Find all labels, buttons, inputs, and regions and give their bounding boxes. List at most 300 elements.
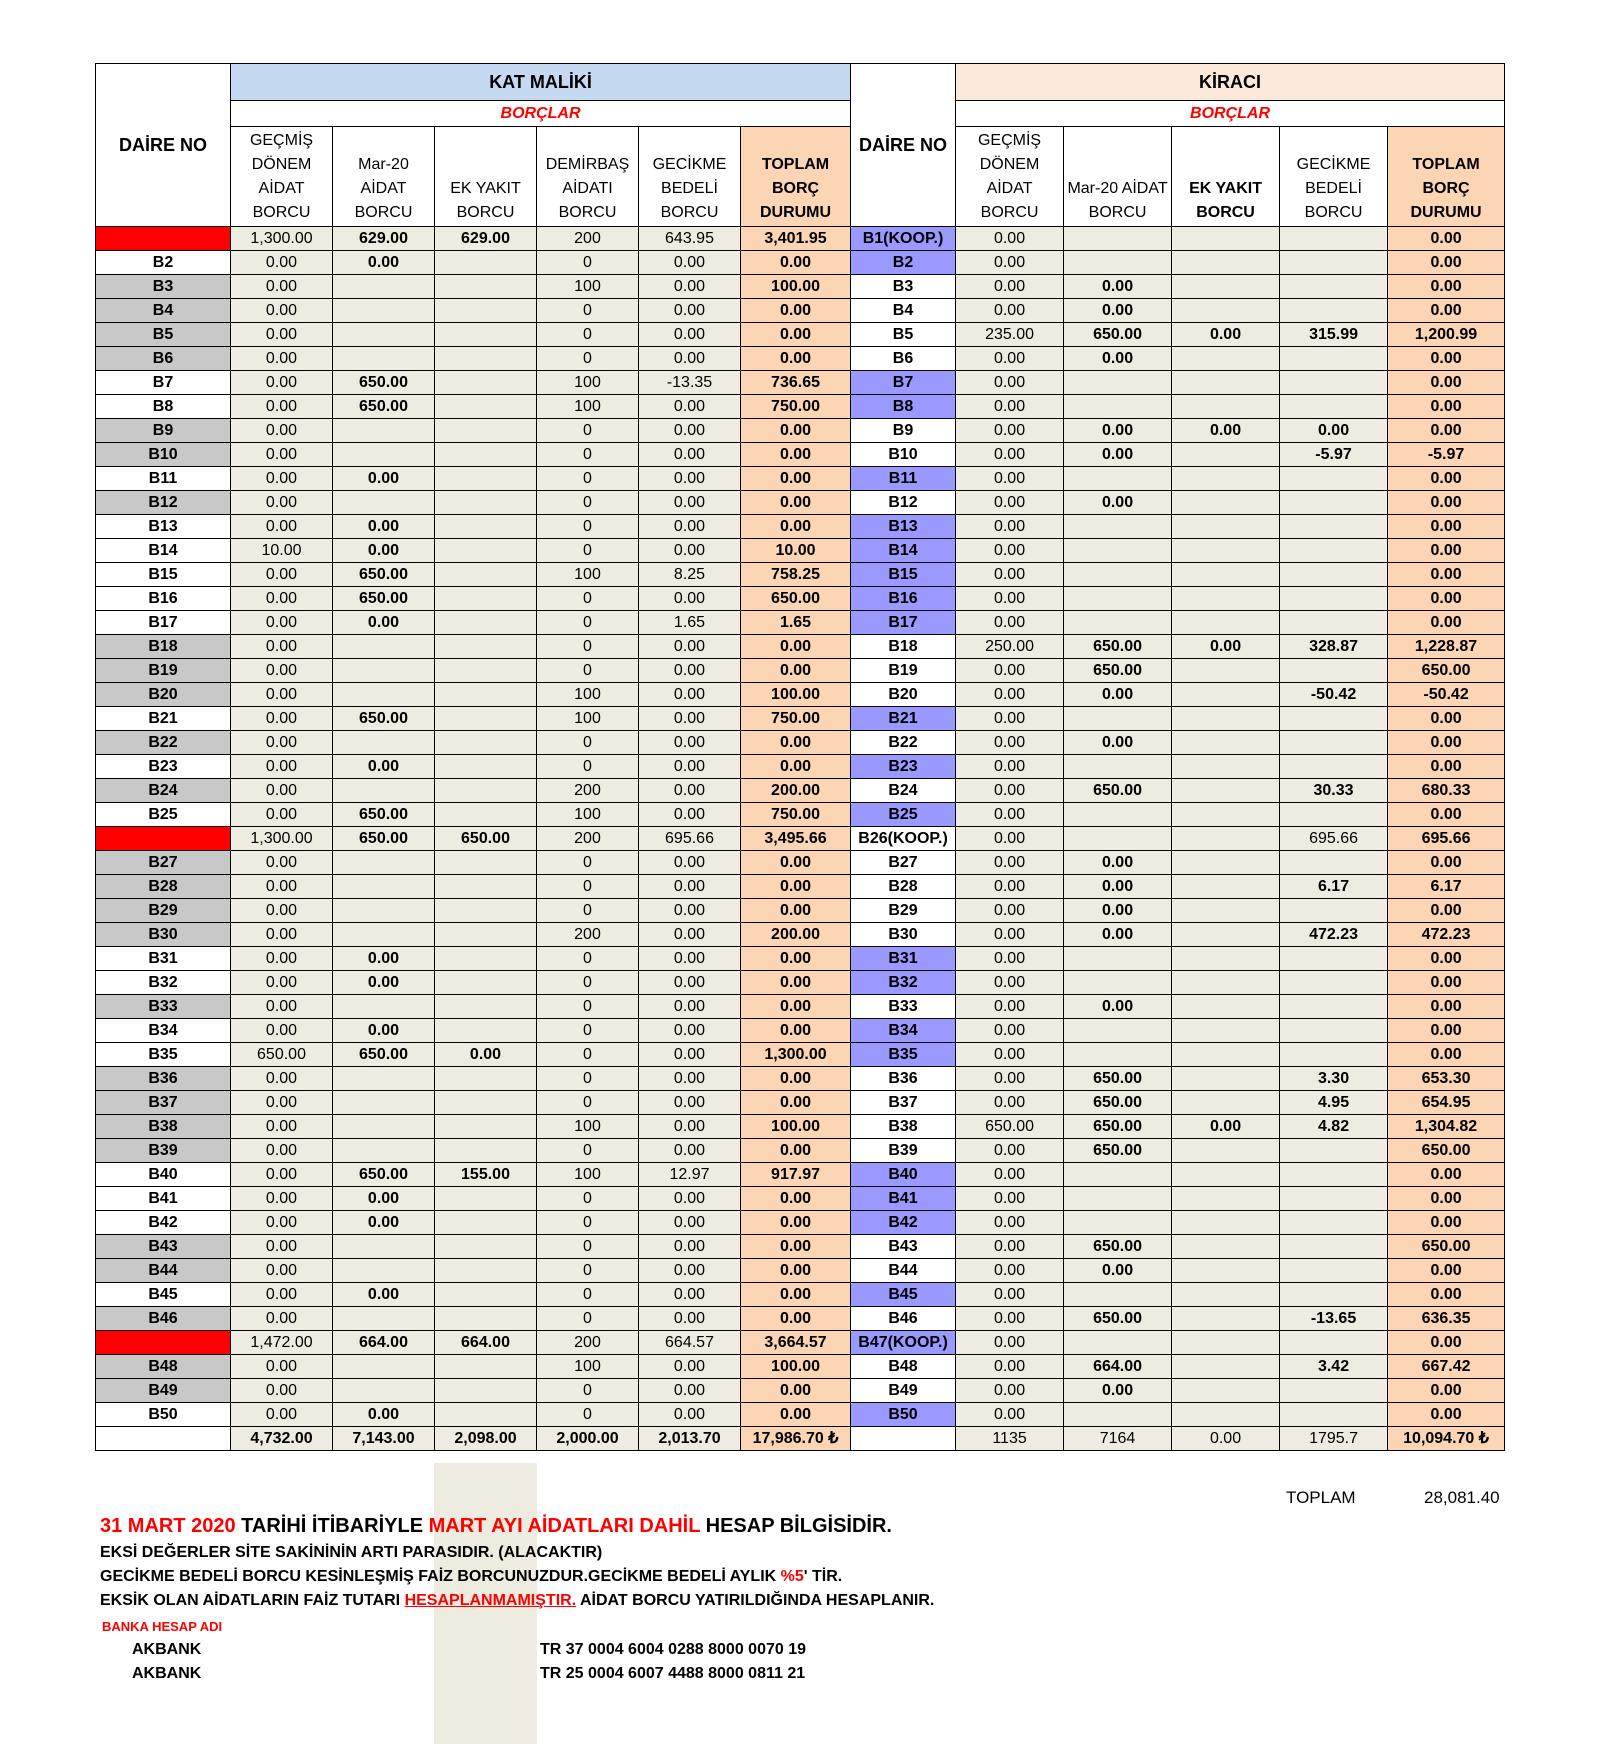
unit-number: B10 (96, 443, 231, 467)
tenant-cell: 0.00 (956, 1091, 1064, 1115)
tenant-cell: 0.00 (956, 1019, 1064, 1043)
owner-cell: 0.00 (639, 875, 741, 899)
tenant-unit-number: B14 (851, 539, 956, 563)
owner-cell: 0.00 (231, 1355, 333, 1379)
owner-cell: 10.00 (741, 539, 851, 563)
owner-cell (435, 1403, 537, 1427)
tenant-cell: 0.00 (1388, 611, 1505, 635)
tenant-unit-number: B35 (851, 1043, 956, 1067)
unit-number: B23 (96, 755, 231, 779)
tenant-unit-number: B33 (851, 995, 956, 1019)
owner-cell: 0.00 (741, 347, 851, 371)
table-row (96, 371, 1505, 395)
table-row (96, 1379, 1505, 1403)
table-row (96, 1355, 1505, 1379)
owner-cell (435, 395, 537, 419)
owner-cell: 0.00 (231, 995, 333, 1019)
owner-cell: 0.00 (639, 1139, 741, 1163)
owner-cell: 736.65 (741, 371, 851, 395)
table-row (96, 515, 1505, 539)
tenant-cell: 0.00 (956, 1235, 1064, 1259)
tenant-cell (1172, 299, 1280, 323)
tenant-cell: 0.00 (1388, 731, 1505, 755)
tenant-unit-number: B12 (851, 491, 956, 515)
owner-cell: 0.00 (639, 851, 741, 875)
owner-cell (435, 1067, 537, 1091)
owner-cell: 0.00 (231, 1091, 333, 1115)
owner-cell: 650.00 (333, 1163, 435, 1187)
owner-col-header: DEMİRBAŞ AİDATI BORCU (537, 127, 639, 227)
tenant-cell: 0.00 (1388, 995, 1505, 1019)
owner-cell (333, 491, 435, 515)
owner-cell: 0.00 (333, 1019, 435, 1043)
owner-cell: 100 (537, 803, 639, 827)
tenant-unit-number: B45 (851, 1283, 956, 1307)
owner-cell: 0.00 (639, 683, 741, 707)
tenant-unit-number: B46 (851, 1307, 956, 1331)
tenant-cell: 0.00 (1388, 1259, 1505, 1283)
unit-number: B39 (96, 1139, 231, 1163)
tenant-cell: 0.00 (956, 899, 1064, 923)
owner-cell: 0.00 (231, 491, 333, 515)
owner-cell: 0 (537, 587, 639, 611)
owner-cell: 650.00 (333, 827, 435, 851)
unit-number: B37 (96, 1091, 231, 1115)
tenant-cell: 315.99 (1280, 323, 1388, 347)
owner-cell (435, 779, 537, 803)
tenant-unit-number: B16 (851, 587, 956, 611)
tenant-cell: 0.00 (1064, 419, 1172, 443)
owner-cell: 0.00 (639, 779, 741, 803)
tenant-cell: 0.00 (956, 995, 1064, 1019)
owner-cell (435, 1211, 537, 1235)
owner-cell: 200 (537, 923, 639, 947)
owner-cell (435, 635, 537, 659)
table-row (96, 659, 1505, 683)
owner-cell: 917.97 (741, 1163, 851, 1187)
owner-cell: 100 (537, 683, 639, 707)
tenant-cell: 650.00 (1388, 659, 1505, 683)
tenant-cell: 0.00 (956, 611, 1064, 635)
tenant-cell (1064, 251, 1172, 275)
owner-total: 7,143.00 (333, 1427, 435, 1451)
tenant-cell: 0.00 (1388, 803, 1505, 827)
tenant-cell: 0.00 (956, 1379, 1064, 1403)
tenant-cell: 0.00 (956, 1043, 1064, 1067)
table-row (96, 779, 1505, 803)
tenant-cell: 0.00 (956, 419, 1064, 443)
owner-cell (435, 443, 537, 467)
tenant-cell (1280, 587, 1388, 611)
tenant-cell: 0.00 (956, 275, 1064, 299)
tenant-cell: 30.33 (1280, 779, 1388, 803)
owner-cell: 0.00 (741, 1307, 851, 1331)
owner-cell: 0.00 (639, 1187, 741, 1211)
owner-cell (435, 1283, 537, 1307)
owner-cell (333, 1307, 435, 1331)
bank-iban-1: TR 37 0004 6004 0288 8000 0070 19 (540, 1641, 807, 1658)
owner-cell (333, 995, 435, 1019)
tenant-cell (1280, 251, 1388, 275)
owner-cell: 0.00 (231, 1187, 333, 1211)
tenant-unit-number: B11 (851, 467, 956, 491)
owner-cell: 0.00 (741, 1139, 851, 1163)
tenant-cell: 0.00 (1388, 491, 1505, 515)
owner-cell: 0.00 (231, 923, 333, 947)
owner-cell: 0.00 (639, 899, 741, 923)
owner-total: 4,732.00 (231, 1427, 333, 1451)
note-text: EKSİK OLAN AİDATLARIN FAİZ TUTARI (100, 1592, 405, 1609)
tenant-cell: 664.00 (1064, 1355, 1172, 1379)
tenant-cell (1172, 395, 1280, 419)
owner-cell: 0.00 (741, 491, 851, 515)
tenant-cell (1064, 227, 1172, 251)
tenant-total: 0.00 (1172, 1427, 1280, 1451)
owner-cell (435, 971, 537, 995)
owner-cell: 0.00 (231, 275, 333, 299)
tenant-cell: 0.00 (1388, 755, 1505, 779)
owner-cell: 0.00 (741, 755, 851, 779)
owner-cell: 3,495.66 (741, 827, 851, 851)
owner-cell (333, 1139, 435, 1163)
tenant-cell: 0.00 (1388, 539, 1505, 563)
owner-cell: 0.00 (639, 1211, 741, 1235)
owner-cell (333, 875, 435, 899)
owner-cell: 0 (537, 947, 639, 971)
owner-cell: 0.00 (639, 707, 741, 731)
owner-cell: 0.00 (231, 1403, 333, 1427)
tenant-unit-number: B1(KOOP.) (851, 227, 956, 251)
unit-number: B22 (96, 731, 231, 755)
tenant-cell: -5.97 (1388, 443, 1505, 467)
owner-cell: 0.00 (231, 707, 333, 731)
unit-number: B2 (96, 251, 231, 275)
owner-cell: 200 (537, 827, 639, 851)
owner-cell: 0.00 (231, 731, 333, 755)
owner-cell: 100 (537, 707, 639, 731)
unit-number: B46 (96, 1307, 231, 1331)
tenant-cell (1064, 563, 1172, 587)
tenant-cell: 0.00 (1388, 707, 1505, 731)
tenant-cell (1172, 827, 1280, 851)
owner-cell: 0 (537, 1187, 639, 1211)
owner-cell: 0.00 (741, 899, 851, 923)
bank-name-1: AKBANK (132, 1641, 202, 1658)
note-text: AİDAT BORCU YATIRILDIĞINDA HESAPLANIR. (576, 1592, 935, 1609)
table-row (96, 899, 1505, 923)
owner-cell (435, 947, 537, 971)
owner-cell: 650.00 (231, 1043, 333, 1067)
owner-cell: 200 (537, 779, 639, 803)
tenant-cell: 0.00 (956, 1211, 1064, 1235)
tenant-cell: 472.23 (1280, 923, 1388, 947)
unit-number: B50 (96, 1403, 231, 1427)
owner-cell: 0.00 (741, 659, 851, 683)
table-row (96, 851, 1505, 875)
tenant-cell (1280, 731, 1388, 755)
tenant-cell (1280, 275, 1388, 299)
owner-cell (435, 875, 537, 899)
owner-cell: 0.00 (231, 635, 333, 659)
tenant-unit-number: B50 (851, 1403, 956, 1427)
tenant-cell: -50.42 (1388, 683, 1505, 707)
tenant-cell (1172, 227, 1280, 251)
tenant-unit-number: B40 (851, 1163, 956, 1187)
owner-cell: 0 (537, 1019, 639, 1043)
tenant-cell: 0.00 (956, 875, 1064, 899)
owner-cell: 0.00 (231, 1259, 333, 1283)
note-text: HESAP BİLGİSİDİR. (700, 1515, 892, 1537)
owner-cell: 12.97 (639, 1163, 741, 1187)
unit-number: B43 (96, 1235, 231, 1259)
tenant-cell: 0.00 (1388, 419, 1505, 443)
tenant-cell (1280, 467, 1388, 491)
tenant-cell (1280, 707, 1388, 731)
table-row (96, 1043, 1505, 1067)
owner-col-header: GEÇMİŞ DÖNEM AİDAT BORCU (231, 127, 333, 227)
tenant-cell: 0.00 (1064, 491, 1172, 515)
owner-cell (435, 299, 537, 323)
unit-number: B5 (96, 323, 231, 347)
owner-cell (333, 1115, 435, 1139)
table-row (96, 875, 1505, 899)
owner-cell: 0 (537, 1307, 639, 1331)
owner-cell: 0.00 (741, 731, 851, 755)
tenant-cell: 0.00 (956, 1067, 1064, 1091)
tenant-unit-number: B7 (851, 371, 956, 395)
owner-cell: 0.00 (639, 443, 741, 467)
owner-cell: 0 (537, 1091, 639, 1115)
tenant-unit-number: B28 (851, 875, 956, 899)
tenant-cell: 0.00 (956, 923, 1064, 947)
owner-cell: 0.00 (333, 1403, 435, 1427)
owner-cell: 0.00 (231, 347, 333, 371)
owner-cell: 0 (537, 1379, 639, 1403)
bank-iban-2: TR 25 0004 6007 4488 8000 0811 21 (540, 1665, 806, 1682)
owner-cell: 0.00 (231, 899, 333, 923)
tenant-cell: 0.00 (1064, 347, 1172, 371)
owner-cell (333, 443, 435, 467)
owner-cell: 0.00 (639, 1043, 741, 1067)
tenant-unit-number: B27 (851, 851, 956, 875)
tenant-cell (1172, 587, 1280, 611)
tenant-cell (1280, 1403, 1388, 1427)
owner-cell: 0.00 (333, 1283, 435, 1307)
owner-cell: 0.00 (741, 1019, 851, 1043)
table-row (96, 923, 1505, 947)
owner-cell (435, 467, 537, 491)
owner-cell: 0.00 (639, 947, 741, 971)
tenant-cell: 636.35 (1388, 1307, 1505, 1331)
tenant-cell: 0.00 (956, 443, 1064, 467)
owner-cell: 0.00 (639, 1259, 741, 1283)
tenant-cell (1172, 1163, 1280, 1187)
tenant-unit-number: B24 (851, 779, 956, 803)
unit-number: B1(KOOP.) (96, 227, 231, 251)
owner-cell: 0.00 (741, 875, 851, 899)
tenant-cell: 695.66 (1388, 827, 1505, 851)
tenant-cell (1280, 1331, 1388, 1355)
tenant-cell (1172, 1139, 1280, 1163)
tenant-cell (1172, 371, 1280, 395)
tenant-cell: 0.00 (1064, 851, 1172, 875)
tenant-cell: 4.95 (1280, 1091, 1388, 1115)
grand-total-value: 28,081.40 (1424, 1488, 1500, 1507)
unit-number: B20 (96, 683, 231, 707)
owner-cell: 200 (537, 1331, 639, 1355)
daire-no-header: DAİRE NO (96, 64, 231, 227)
tenant-cell: 0.00 (1388, 1379, 1505, 1403)
owner-cell: 0.00 (741, 1187, 851, 1211)
unit-number: B27 (96, 851, 231, 875)
table-row (96, 1067, 1505, 1091)
owner-cell: 650.00 (333, 1043, 435, 1067)
tenant-cell (1280, 899, 1388, 923)
tenant-cell: 0.00 (1388, 1019, 1505, 1043)
tenant-unit-number: B18 (851, 635, 956, 659)
tenant-cell (1280, 1211, 1388, 1235)
tenant-cell (1172, 347, 1280, 371)
owner-cell: 0.00 (741, 1091, 851, 1115)
tenant-cell: -5.97 (1280, 443, 1388, 467)
owner-cell: 0.00 (639, 1283, 741, 1307)
tenant-unit-number: B36 (851, 1067, 956, 1091)
owner-cell (435, 563, 537, 587)
owner-cell: 0 (537, 659, 639, 683)
owner-cell: 650.00 (741, 587, 851, 611)
tenant-cell: 0.00 (1172, 1115, 1280, 1139)
tenant-cell: 472.23 (1388, 923, 1505, 947)
owner-cell (333, 323, 435, 347)
tenant-cell: 0.00 (956, 1307, 1064, 1331)
tenant-cell: 0.00 (1388, 1331, 1505, 1355)
owner-cell (435, 539, 537, 563)
tenant-cell (1280, 1379, 1388, 1403)
owner-cell: 0 (537, 515, 639, 539)
tenant-cell: 0.00 (956, 371, 1064, 395)
unit-number: B16 (96, 587, 231, 611)
tenant-cell (1280, 1163, 1388, 1187)
grand-total-label: TOPLAM (1286, 1488, 1356, 1507)
tenant-cell: 0.00 (956, 491, 1064, 515)
owner-cell: 0.00 (639, 1403, 741, 1427)
tenant-cell: 650.00 (1064, 1139, 1172, 1163)
table-row (96, 1115, 1505, 1139)
tenant-cell (1064, 1211, 1172, 1235)
owner-cell: 0.00 (639, 323, 741, 347)
owner-cell: 0.00 (639, 803, 741, 827)
owner-cell: 100.00 (741, 1115, 851, 1139)
table-row (96, 995, 1505, 1019)
table-row (96, 1187, 1505, 1211)
note-line-4 (100, 1592, 934, 1610)
note-rate: %5 (780, 1568, 804, 1585)
tenant-cell: 0.00 (956, 659, 1064, 683)
owner-cell (435, 1355, 537, 1379)
table-row (96, 419, 1505, 443)
tenant-cell: 0.00 (956, 299, 1064, 323)
owner-cell: 0.00 (231, 563, 333, 587)
tenant-unit-number: B2 (851, 251, 956, 275)
tenant-cell: 0.00 (956, 1187, 1064, 1211)
tenant-total: 1795.7 (1280, 1427, 1388, 1451)
owner-cell (435, 275, 537, 299)
owner-cell: 0.00 (639, 467, 741, 491)
table-row (96, 971, 1505, 995)
unit-number: B12 (96, 491, 231, 515)
unit-number: B7 (96, 371, 231, 395)
owner-cell: 0.00 (231, 371, 333, 395)
tenant-unit-number: B20 (851, 683, 956, 707)
table-row (96, 1283, 1505, 1307)
tenant-cell: 0.00 (1388, 587, 1505, 611)
owner-cell: 0.00 (741, 515, 851, 539)
tenant-cell: 650.00 (1064, 1235, 1172, 1259)
owner-cell (333, 731, 435, 755)
unit-number: B28 (96, 875, 231, 899)
owner-cell (435, 1259, 537, 1283)
owner-cell: 100 (537, 395, 639, 419)
tenant-col-header: EK YAKIT BORCU (1172, 127, 1280, 227)
owner-cell (333, 851, 435, 875)
tenant-cell: 0.00 (1064, 995, 1172, 1019)
tenant-cell: 0.00 (1064, 1379, 1172, 1403)
tenant-cell: 0.00 (1064, 899, 1172, 923)
tenant-cell (1280, 1235, 1388, 1259)
owner-cell: 0.00 (741, 251, 851, 275)
owner-cell: 0.00 (231, 323, 333, 347)
owner-cell: 0.00 (231, 1067, 333, 1091)
owner-cell: 0.00 (231, 1019, 333, 1043)
tenant-cell (1280, 515, 1388, 539)
unit-number: B25 (96, 803, 231, 827)
tenant-cell: 0.00 (956, 1283, 1064, 1307)
tenant-cell (1280, 371, 1388, 395)
unit-number: B26(KOOP.) (96, 827, 231, 851)
owner-cell: 750.00 (741, 395, 851, 419)
tenant-cell: 0.00 (956, 851, 1064, 875)
owner-cell: 0 (537, 251, 639, 275)
unit-number: B41 (96, 1187, 231, 1211)
owner-cell: 200.00 (741, 779, 851, 803)
owner-cell (333, 683, 435, 707)
tenant-cell: 0.00 (1064, 443, 1172, 467)
owner-cell (435, 371, 537, 395)
owner-cell: 3,664.57 (741, 1331, 851, 1355)
owner-cell: 629.00 (333, 227, 435, 251)
owner-cell: 664.00 (435, 1331, 537, 1355)
owner-cell (333, 275, 435, 299)
owner-cell (435, 1307, 537, 1331)
owner-cell: 0.00 (639, 419, 741, 443)
owner-cell: 100.00 (741, 683, 851, 707)
tenant-cell (1172, 947, 1280, 971)
dues-table (95, 63, 1505, 1451)
unit-number: B40 (96, 1163, 231, 1187)
note-highlight: MART AYI AİDATLARI DAHİL (428, 1515, 701, 1537)
owner-cell: 100 (537, 1115, 639, 1139)
owner-cell: 664.57 (639, 1331, 741, 1355)
tenant-total: 10,094.70 ₺ (1388, 1427, 1505, 1451)
tenant-unit-number: B3 (851, 275, 956, 299)
tenant-cell (1172, 1259, 1280, 1283)
owner-cell: 0.00 (333, 971, 435, 995)
owner-cell: 0.00 (231, 1211, 333, 1235)
owner-cell: 0.00 (231, 419, 333, 443)
tenant-cell (1172, 1331, 1280, 1355)
owner-cell (435, 707, 537, 731)
table-row (96, 803, 1505, 827)
